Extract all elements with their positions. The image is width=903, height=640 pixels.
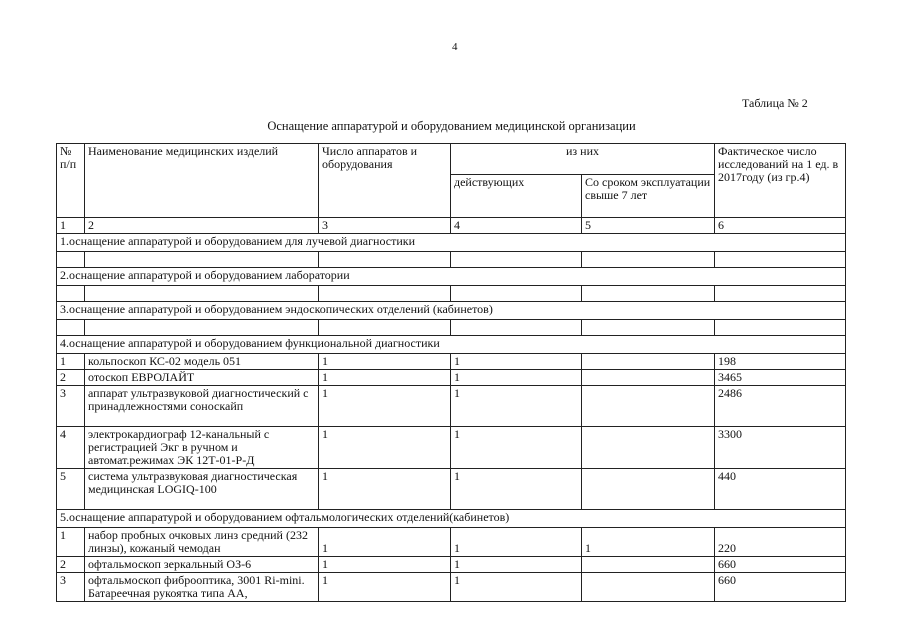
section-row	[57, 510, 846, 528]
row-num: 4	[57, 427, 85, 469]
col-number: 2	[85, 218, 319, 234]
row-name: кольпоскоп КС-02 модель 051	[85, 354, 319, 370]
row-over7: 1	[582, 528, 715, 557]
row-active: 1	[451, 557, 582, 573]
table-row	[57, 427, 846, 469]
col-number: 4	[451, 218, 582, 234]
row-num: 2	[57, 370, 85, 386]
row-over7	[582, 573, 715, 602]
row-name: офтальмоскоп зеркальный ОЗ-6	[85, 557, 319, 573]
section-title-5: 5.оснащение аппаратурой и оборудованием офтальмологических отделений(кабинетов)	[57, 510, 846, 528]
row-num: 5	[57, 469, 85, 510]
equipment-table	[56, 143, 846, 602]
row-active: 1	[451, 573, 582, 602]
header-over7: Со сроком эксплуатации свыше 7 лет	[582, 175, 715, 218]
header-num: № п/п	[57, 144, 85, 218]
section-title-4: 4.оснащение аппаратурой и оборудованием функциональной диагностики	[57, 336, 846, 354]
section-row	[57, 336, 846, 354]
row-count: 1	[319, 573, 451, 602]
row-over7	[582, 427, 715, 469]
header-name: Наименование медицинских изделий	[85, 144, 319, 218]
row-studies: 198	[715, 354, 846, 370]
col-number: 6	[715, 218, 846, 234]
row-over7	[582, 354, 715, 370]
row-over7	[582, 386, 715, 427]
row-active: 1	[451, 354, 582, 370]
row-num: 2	[57, 557, 85, 573]
row-count: 1	[319, 557, 451, 573]
row-active: 1	[451, 427, 582, 469]
row-name: аппарат ультразвуковой диагностический с принадлежностями соноскайп	[85, 386, 319, 427]
header-studies: Фактическое число исследований на 1 ед. в 2017году (из гр.4)	[715, 144, 846, 218]
row-count: 1	[319, 370, 451, 386]
row-name: набор пробных очковых линз средний (232 линзы), кожаный чемодан	[85, 528, 319, 557]
empty-row	[57, 286, 846, 302]
document-title: Оснащение аппаратурой и оборудованием медицинской организации	[267, 119, 636, 133]
row-name: отоскоп ЕВРОЛАЙТ	[85, 370, 319, 386]
row-name: электрокардиограф 12-канальный с регистрацией Экг в ручном и автомат.режимах ЭК 12Т-01-Р-Д	[85, 427, 319, 469]
table-row	[57, 370, 846, 386]
row-studies: 660	[715, 557, 846, 573]
table-row	[57, 354, 846, 370]
row-active: 1	[451, 469, 582, 510]
row-count: 1	[319, 386, 451, 427]
col-number: 3	[319, 218, 451, 234]
section-row	[57, 268, 846, 286]
row-name: офтальмоскоп фиброоптика, 3001 Ri-mini. Батареечная рукоятка типа АА,	[85, 573, 319, 602]
row-over7	[582, 370, 715, 386]
row-studies: 3300	[715, 427, 846, 469]
col-number: 1	[57, 218, 85, 234]
row-name: система ультразвуковая диагностическая медицинская LOGIQ-100	[85, 469, 319, 510]
row-count: 1	[319, 528, 451, 557]
row-over7	[582, 469, 715, 510]
section-row	[57, 302, 846, 320]
row-count: 1	[319, 427, 451, 469]
row-num: 1	[57, 528, 85, 557]
row-studies: 220	[715, 528, 846, 557]
table-row	[57, 528, 846, 557]
section-title-1: 1.оснащение аппаратурой и оборудованием для лучевой диагностики	[57, 234, 846, 252]
row-over7	[582, 557, 715, 573]
table-label: Таблица № 2	[742, 96, 808, 110]
header-count: Число аппаратов и оборудования	[319, 144, 451, 218]
section-title-3: 3.оснащение аппаратурой и оборудованием эндоскопических отделений (кабинетов)	[57, 302, 846, 320]
col-number: 5	[582, 218, 715, 234]
empty-row	[57, 252, 846, 268]
row-num: 3	[57, 573, 85, 602]
table-row	[57, 469, 846, 510]
row-num: 1	[57, 354, 85, 370]
header-active: действующих	[451, 175, 582, 218]
section-title-2: 2.оснащение аппаратурой и оборудованием лаборатории	[57, 268, 846, 286]
row-studies: 440	[715, 469, 846, 510]
row-num: 3	[57, 386, 85, 427]
row-active: 1	[451, 528, 582, 557]
header-row	[57, 144, 846, 175]
table-row	[57, 557, 846, 573]
empty-row	[57, 320, 846, 336]
row-active: 1	[451, 386, 582, 427]
header-of-them: из них	[451, 144, 715, 175]
table-row	[57, 573, 846, 602]
column-number-row	[57, 218, 846, 234]
row-studies: 660	[715, 573, 846, 602]
row-studies: 2486	[715, 386, 846, 427]
row-active: 1	[451, 370, 582, 386]
row-studies: 3465	[715, 370, 846, 386]
row-count: 1	[319, 354, 451, 370]
table-row	[57, 386, 846, 427]
row-count: 1	[319, 469, 451, 510]
page-number: 4	[452, 41, 458, 53]
section-row	[57, 234, 846, 252]
